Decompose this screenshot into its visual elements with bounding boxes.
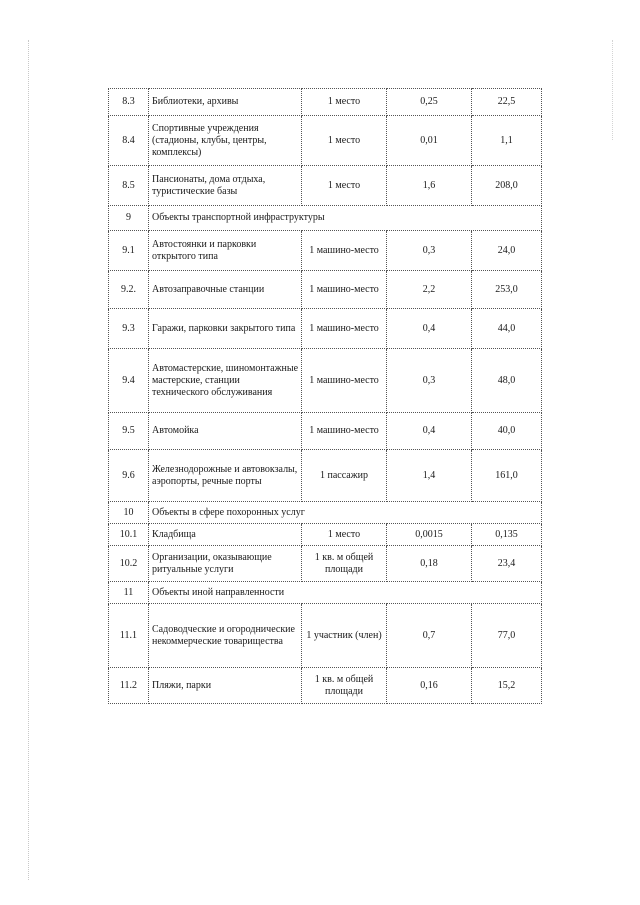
row-name: Железнодорожные и автовокзалы, аэропорты, речные порты: [149, 450, 302, 502]
row-value-2: 40,0: [472, 413, 542, 450]
row-unit: 1 место: [302, 89, 387, 116]
row-value-2: 44,0: [472, 309, 542, 349]
row-number: 8.5: [109, 166, 149, 206]
row-value-2: 208,0: [472, 166, 542, 206]
norms-table-body: [109, 89, 542, 704]
row-value-1: 0,25: [387, 89, 472, 116]
table-row: [109, 604, 542, 668]
row-unit: 1 место: [302, 166, 387, 206]
page-edge-right: [612, 40, 613, 140]
row-name: Библиотеки, архивы: [149, 89, 302, 116]
row-name: Автостоянки и парковки открытого типа: [149, 231, 302, 271]
row-number: 8.3: [109, 89, 149, 116]
row-value-2: 15,2: [472, 668, 542, 704]
table-row: [109, 524, 542, 546]
row-number: 10.1: [109, 524, 149, 546]
row-unit: 1 машино-место: [302, 231, 387, 271]
row-unit: 1 кв. м общей площади: [302, 546, 387, 582]
row-unit: 1 кв. м общей площади: [302, 668, 387, 704]
row-value-2: 77,0: [472, 604, 542, 668]
row-number: 9.2.: [109, 271, 149, 309]
row-name: Пансионаты, дома отдыха, туристические базы: [149, 166, 302, 206]
row-number: 8.4: [109, 116, 149, 166]
row-number: 9.6: [109, 450, 149, 502]
row-value-1: 1,6: [387, 166, 472, 206]
row-name: Автомастерские, шиномонтажные мастерские, станции технического обслуживания: [149, 349, 302, 413]
row-value-1: 0,4: [387, 309, 472, 349]
row-number: 11.2: [109, 668, 149, 704]
row-value-1: 0,4: [387, 413, 472, 450]
table-row: [109, 309, 542, 349]
row-unit: 1 место: [302, 524, 387, 546]
row-value-2: 23,4: [472, 546, 542, 582]
row-value-1: 2,2: [387, 271, 472, 309]
section-title: Объекты в сфере похоронных услуг: [149, 502, 542, 524]
row-number: 10.2: [109, 546, 149, 582]
row-value-1: 0,3: [387, 231, 472, 271]
table-row: [109, 349, 542, 413]
table-row: [109, 668, 542, 704]
row-value-1: 0,7: [387, 604, 472, 668]
section-row: [109, 502, 542, 524]
row-unit: 1 место: [302, 116, 387, 166]
row-name: Пляжи, парки: [149, 668, 302, 704]
row-name: Спортивные учреждения (стадионы, клубы, центры, комплексы): [149, 116, 302, 166]
row-value-2: 1,1: [472, 116, 542, 166]
page-edge-left: [28, 40, 29, 880]
table-row: [109, 89, 542, 116]
row-unit: 1 пассажир: [302, 450, 387, 502]
table-row: [109, 271, 542, 309]
row-value-1: 0,16: [387, 668, 472, 704]
row-number: 11.1: [109, 604, 149, 668]
table-row: [109, 450, 542, 502]
section-title: Объекты транспортной инфраструктуры: [149, 206, 542, 231]
row-unit: 1 машино-место: [302, 309, 387, 349]
row-number: 9.3: [109, 309, 149, 349]
section-title: Объекты иной направленности: [149, 582, 542, 604]
row-value-2: 0,135: [472, 524, 542, 546]
section-number: 11: [109, 582, 149, 604]
row-value-2: 22,5: [472, 89, 542, 116]
table-row: [109, 166, 542, 206]
section-row: [109, 582, 542, 604]
row-name: Организации, оказывающие ритуальные услуги: [149, 546, 302, 582]
row-name: Кладбища: [149, 524, 302, 546]
row-value-1: 0,01: [387, 116, 472, 166]
section-number: 9: [109, 206, 149, 231]
section-row: [109, 206, 542, 231]
table-row: [109, 413, 542, 450]
row-value-2: 253,0: [472, 271, 542, 309]
table-row: [109, 546, 542, 582]
row-unit: 1 машино-место: [302, 349, 387, 413]
row-name: Автомойка: [149, 413, 302, 450]
section-number: 10: [109, 502, 149, 524]
table-row: [109, 231, 542, 271]
row-number: 9.1: [109, 231, 149, 271]
row-value-1: 0,3: [387, 349, 472, 413]
row-value-1: 0,0015: [387, 524, 472, 546]
row-value-2: 161,0: [472, 450, 542, 502]
row-name: Гаражи, парковки закрытого типа: [149, 309, 302, 349]
norms-table: [108, 88, 542, 704]
row-value-2: 48,0: [472, 349, 542, 413]
row-name: Автозаправочные станции: [149, 271, 302, 309]
row-unit: 1 машино-место: [302, 413, 387, 450]
row-value-1: 1,4: [387, 450, 472, 502]
row-unit: 1 машино-место: [302, 271, 387, 309]
row-name: Садоводческие и огороднические некоммерческие товарищества: [149, 604, 302, 668]
row-unit: 1 участник (член): [302, 604, 387, 668]
row-number: 9.4: [109, 349, 149, 413]
table-row: [109, 116, 542, 166]
row-value-1: 0,18: [387, 546, 472, 582]
row-value-2: 24,0: [472, 231, 542, 271]
row-number: 9.5: [109, 413, 149, 450]
